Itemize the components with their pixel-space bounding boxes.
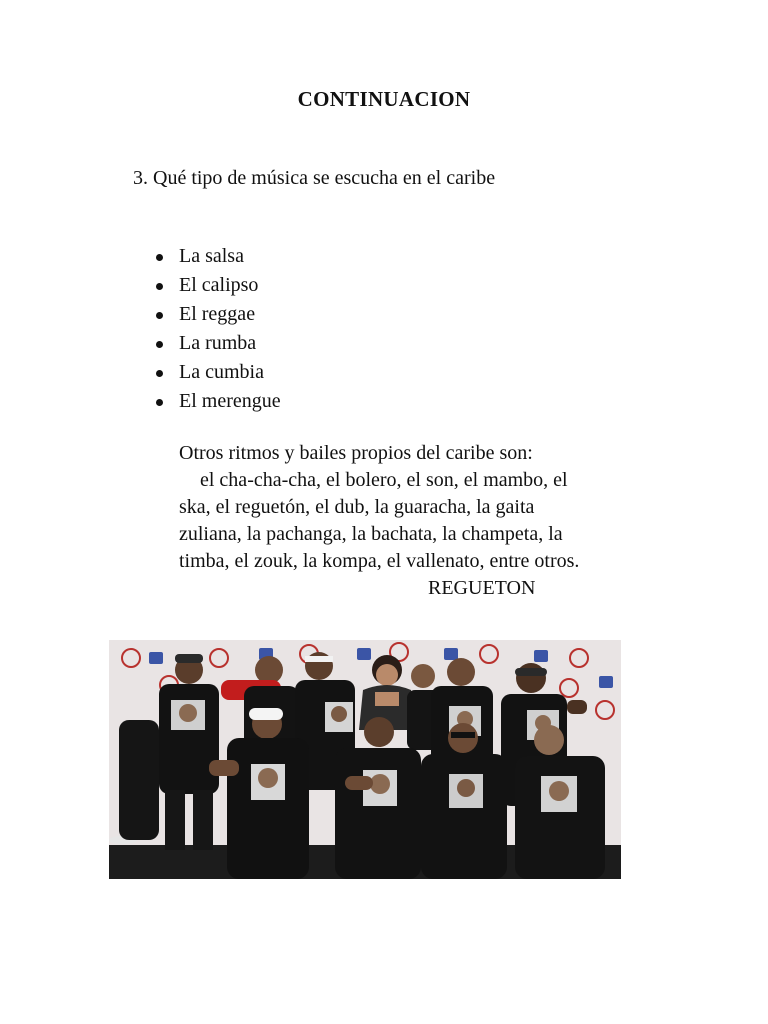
paragraph-line: el cha-cha-cha, el bolero, el son, el mambo, el — [200, 469, 568, 491]
bullet-icon — [156, 399, 163, 406]
bullet-icon — [156, 283, 163, 290]
bullet-icon — [156, 341, 163, 348]
page-title: CONTINUACION — [297, 87, 471, 111]
list-item-label: La rumba — [179, 332, 257, 354]
list-item — [154, 329, 281, 358]
photo-caption: REGUETON — [428, 577, 536, 599]
list-item — [154, 242, 281, 271]
group-photo — [109, 640, 621, 879]
list-item — [154, 387, 281, 416]
list-item-label: La cumbia — [179, 361, 264, 383]
bullet-icon — [156, 312, 163, 319]
list-item-label: El calipso — [179, 274, 259, 296]
question-heading: 3. Qué tipo de música se escucha en el caribe — [133, 167, 496, 189]
list-item-label: La salsa — [179, 245, 244, 267]
list-item — [154, 358, 281, 387]
group-photo-illustration — [109, 640, 621, 879]
paragraph-line: Otros ritmos y bailes propios del caribe son: — [179, 442, 533, 464]
list-item-label: El reggae — [179, 303, 256, 325]
bullet-icon — [156, 254, 163, 261]
bullet-icon — [156, 370, 163, 377]
paragraph-line: ska, el reguetón, el dub, la guaracha, la gaita — [179, 496, 535, 518]
rhythms-paragraph — [179, 440, 649, 575]
list-item-label: El merengue — [179, 390, 281, 412]
music-list — [154, 242, 281, 416]
list-item — [154, 271, 281, 300]
paragraph-line: timba, el zouk, la kompa, el vallenato, entre otros. — [179, 550, 580, 572]
list-item — [154, 300, 281, 329]
paragraph-line: zuliana, la pachanga, la bachata, la champeta, la — [179, 523, 563, 545]
